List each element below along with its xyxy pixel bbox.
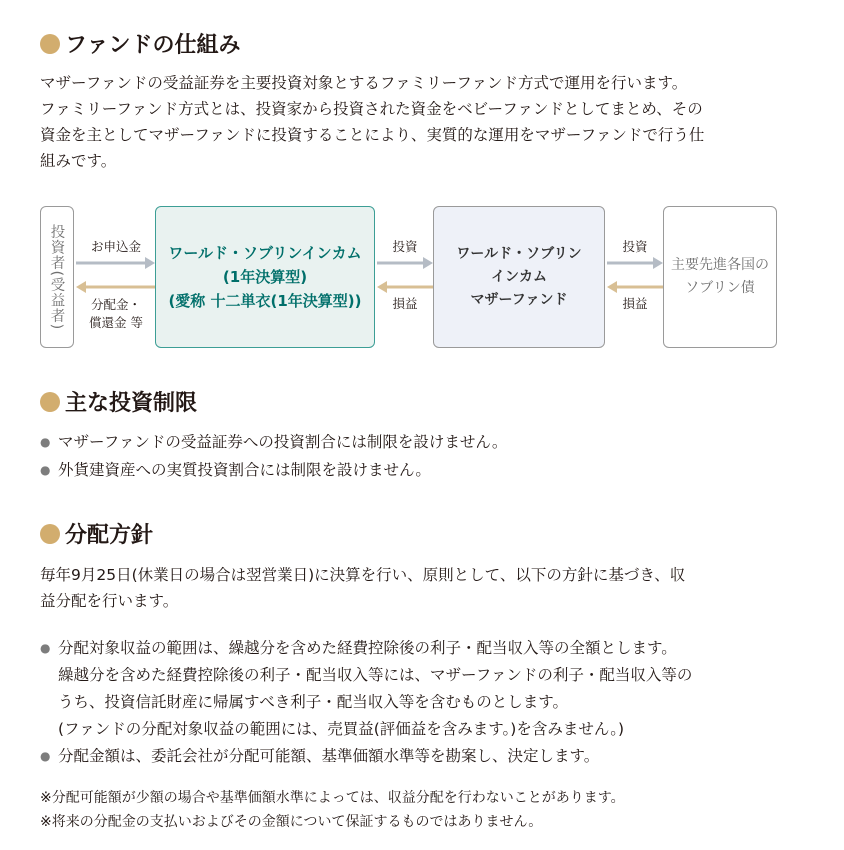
label-subscription: お申込金 bbox=[90, 239, 141, 254]
heading-bullet-icon bbox=[40, 392, 60, 412]
list-item bbox=[40, 635, 692, 743]
distribution-text: 分配金額は、委託会社が分配可能額、基準価額水準等を勘案し、決定します。 bbox=[58, 747, 600, 765]
fund-box: ワールド・ソブリンインカム (1年決算型) (愛称 十二単衣(1年決算型)) bbox=[155, 206, 375, 348]
mother-fund-box: ワールド・ソブリン インカム マザーファンド bbox=[433, 206, 605, 348]
label-pl-2: 損益 bbox=[622, 296, 648, 311]
restrictions-list bbox=[40, 428, 507, 484]
distribution-intro: 毎年9月25日(休業日の場合は翌営業日)に決算を行い、原則として、以下の方針に基づき、収 益分配を行います。 bbox=[40, 566, 686, 610]
heading-bullet-icon bbox=[40, 524, 60, 544]
list-item bbox=[40, 456, 507, 484]
structure-body: マザーファンドの受益証券を主要投資対象とするファミリーファンド方式で運用を行います。 ファミリーファンド方式とは、投資家から投資された資金をベビーファンドとしてまとめ、その 資金を主としてマザーファンドに投資することにより、実質的な運用をマザーファンドで行う仕 組みです。 bbox=[40, 74, 705, 170]
list-item bbox=[40, 743, 692, 770]
bonds-box: 主要先進各国の ソブリン債 bbox=[663, 206, 777, 348]
label-distribution: 分配金・ 償還金 等 bbox=[89, 297, 143, 330]
arrow-pl1-head bbox=[377, 281, 387, 293]
list-item bbox=[40, 428, 507, 456]
label-invest-1: 投資 bbox=[392, 239, 418, 254]
restriction-text: 外貨建資産への実質投資割合には制限を設けません。 bbox=[58, 461, 431, 479]
bullet-icon: ● bbox=[40, 463, 51, 477]
arrow-pl2-head bbox=[607, 281, 617, 293]
distribution-notes: ※分配可能額が少額の場合や基準価額水準によっては、収益分配を行わないことがあります。 ※将来の分配金の支払いおよびその金額について保証するものではありません。 bbox=[40, 790, 625, 830]
restriction-text: マザーファンドの受益証券への投資割合には制限を設けません。 bbox=[58, 433, 508, 451]
label-invest-2: 投資 bbox=[622, 239, 648, 254]
distribution-heading-text: 分配方針 bbox=[65, 523, 154, 548]
bullet-icon: ● bbox=[40, 641, 51, 655]
label-pl-1: 損益 bbox=[392, 296, 418, 311]
investor-box: 投資者(受益者) bbox=[40, 206, 74, 348]
distribution-heading bbox=[40, 518, 153, 549]
distribution-list bbox=[40, 635, 692, 770]
restrictions-heading bbox=[40, 386, 197, 417]
restrictions-heading-text: 主な投資制限 bbox=[65, 391, 198, 416]
distribution-text: 分配対象収益の範囲は、繰越分を含めた経費控除後の利子・配当収入等の全額とします。 繰越分を含めた経費控除後の利子・配当収入等には、マザーファンドの利子・配当収入等の うち、投資信託財産に帰属すべき利子・配当収入等を含むものとします。 (ファンドの分配対象収益の範囲には、売買益(評価益を含みます。)を含みません。) bbox=[58, 639, 693, 738]
structure-heading-text: ファンドの仕組み bbox=[65, 33, 241, 58]
arrow-invest1-head bbox=[423, 257, 433, 269]
arrow-subscription-head bbox=[145, 257, 155, 269]
arrow-invest2-head bbox=[653, 257, 663, 269]
arrow-distribution-head bbox=[76, 281, 86, 293]
bullet-icon: ● bbox=[40, 749, 51, 763]
bullet-icon: ● bbox=[40, 435, 51, 449]
